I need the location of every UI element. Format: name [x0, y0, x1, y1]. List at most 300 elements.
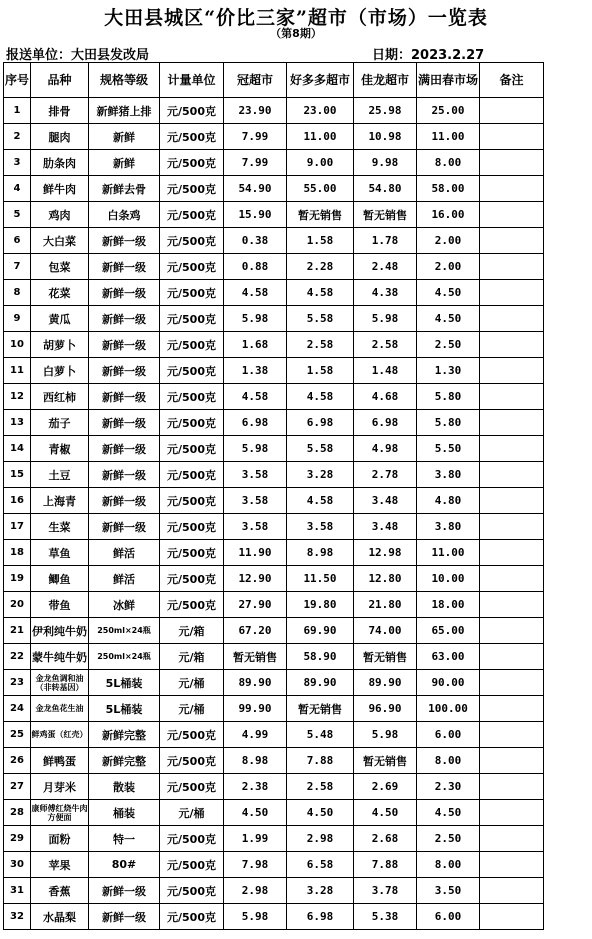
unit: 元/500克 [160, 748, 224, 774]
price-haoduoduo: 5.58 [287, 436, 354, 462]
spec-grade: 新鲜一级 [89, 436, 160, 462]
price-mantianchun: 10.00 [417, 566, 480, 592]
row-number: 18 [4, 540, 31, 566]
price-haoduoduo: 6.98 [287, 410, 354, 436]
price-haoduoduo: 2.28 [287, 254, 354, 280]
item-name: 苹果 [31, 852, 89, 878]
price-mantianchun: 11.00 [417, 540, 480, 566]
price-jialong: 21.80 [354, 592, 417, 618]
price-jialong: 10.98 [354, 124, 417, 150]
spec-grade: 新鲜一级 [89, 878, 160, 904]
price-haoduoduo: 11.50 [287, 566, 354, 592]
price-guanchao: 11.90 [224, 540, 287, 566]
table-row [4, 878, 544, 904]
spec-grade: 新鲜完整 [89, 722, 160, 748]
price-guanchao: 7.98 [224, 852, 287, 878]
item-name: 康师傅红烧牛肉方便面 [31, 800, 89, 826]
spec-grade: 新鲜 [89, 124, 160, 150]
spec-grade: 新鲜一级 [89, 514, 160, 540]
row-number: 5 [4, 202, 31, 228]
price-jialong: 2.78 [354, 462, 417, 488]
unit: 元/500克 [160, 358, 224, 384]
spec-grade: 新鲜一级 [89, 384, 160, 410]
row-number: 6 [4, 228, 31, 254]
price-mantianchun: 5.50 [417, 436, 480, 462]
unit: 元/500克 [160, 306, 224, 332]
unit: 元/箱 [160, 618, 224, 644]
spec-grade: 新鲜一级 [89, 358, 160, 384]
remark [480, 904, 544, 930]
item-name: 上海青 [31, 488, 89, 514]
price-haoduoduo: 58.90 [287, 644, 354, 670]
price-mantianchun: 2.00 [417, 228, 480, 254]
price-jialong: 9.98 [354, 150, 417, 176]
remark [480, 878, 544, 904]
remark [480, 514, 544, 540]
column-header: 佳龙超市 [354, 63, 417, 98]
row-number: 4 [4, 176, 31, 202]
unit: 元/500克 [160, 514, 224, 540]
table-row [4, 332, 544, 358]
unit: 元/500克 [160, 124, 224, 150]
price-mantianchun: 6.00 [417, 722, 480, 748]
unit: 元/500克 [160, 722, 224, 748]
price-haoduoduo: 19.80 [287, 592, 354, 618]
price-guanchao: 8.98 [224, 748, 287, 774]
item-name: 肋条肉 [31, 150, 89, 176]
price-jialong: 12.98 [354, 540, 417, 566]
price-mantianchun: 8.00 [417, 852, 480, 878]
item-name: 鲜鸡蛋（红壳） [31, 722, 89, 748]
item-name: 蒙牛纯牛奶 [31, 644, 89, 670]
price-haoduoduo: 23.00 [287, 98, 354, 124]
item-name: 排骨 [31, 98, 89, 124]
spec-grade: 新鲜一级 [89, 228, 160, 254]
price-haoduoduo: 8.98 [287, 540, 354, 566]
price-jialong: 2.58 [354, 332, 417, 358]
unit: 元/桶 [160, 800, 224, 826]
unit: 元/500克 [160, 774, 224, 800]
price-guanchao: 5.98 [224, 436, 287, 462]
price-jialong: 2.69 [354, 774, 417, 800]
unit: 元/500克 [160, 826, 224, 852]
column-header: 规格等级 [89, 63, 160, 98]
price-guanchao: 4.58 [224, 280, 287, 306]
price-guanchao: 4.99 [224, 722, 287, 748]
spec-grade: 250ml×24瓶 [89, 618, 160, 644]
spec-grade: 新鲜一级 [89, 488, 160, 514]
price-guanchao: 99.90 [224, 696, 287, 722]
price-jialong: 3.48 [354, 488, 417, 514]
price-guanchao: 3.58 [224, 462, 287, 488]
remark [480, 150, 544, 176]
table-row [4, 150, 544, 176]
price-table [3, 62, 544, 930]
row-number: 8 [4, 280, 31, 306]
unit: 元/箱 [160, 644, 224, 670]
row-number: 17 [4, 514, 31, 540]
price-mantianchun: 4.50 [417, 800, 480, 826]
price-jialong: 5.98 [354, 722, 417, 748]
price-guanchao: 0.38 [224, 228, 287, 254]
table-row [4, 644, 544, 670]
unit: 元/500克 [160, 332, 224, 358]
price-haoduoduo: 2.58 [287, 332, 354, 358]
price-jialong: 2.68 [354, 826, 417, 852]
spec-grade: 散装 [89, 774, 160, 800]
price-guanchao: 15.90 [224, 202, 287, 228]
table-row [4, 618, 544, 644]
spec-grade: 特一 [89, 826, 160, 852]
unit: 元/500克 [160, 852, 224, 878]
price-haoduoduo: 1.58 [287, 358, 354, 384]
price-mantianchun: 2.50 [417, 332, 480, 358]
remark [480, 254, 544, 280]
item-name: 鲜牛肉 [31, 176, 89, 202]
remark [480, 488, 544, 514]
price-haoduoduo: 4.50 [287, 800, 354, 826]
report-date: 日期：2023.2.27 [372, 48, 485, 63]
unit: 元/500克 [160, 202, 224, 228]
price-haoduoduo: 89.90 [287, 670, 354, 696]
price-guanchao: 7.99 [224, 150, 287, 176]
row-number: 20 [4, 592, 31, 618]
row-number: 14 [4, 436, 31, 462]
price-haoduoduo: 1.58 [287, 228, 354, 254]
spec-grade: 桶装 [89, 800, 160, 826]
price-mantianchun: 18.00 [417, 592, 480, 618]
price-mantianchun: 2.30 [417, 774, 480, 800]
spec-grade: 新鲜一级 [89, 904, 160, 930]
item-name: 花菜 [31, 280, 89, 306]
remark [480, 670, 544, 696]
price-guanchao: 0.88 [224, 254, 287, 280]
price-guanchao: 2.98 [224, 878, 287, 904]
remark [480, 306, 544, 332]
price-mantianchun: 5.80 [417, 410, 480, 436]
column-header: 序号 [4, 63, 31, 98]
price-jialong: 3.48 [354, 514, 417, 540]
spec-grade: 新鲜 [89, 150, 160, 176]
spec-grade: 冰鲜 [89, 592, 160, 618]
item-name: 水晶梨 [31, 904, 89, 930]
table-row [4, 722, 544, 748]
item-name: 茄子 [31, 410, 89, 436]
item-name: 大白菜 [31, 228, 89, 254]
price-haoduoduo: 7.88 [287, 748, 354, 774]
price-haoduoduo: 4.58 [287, 280, 354, 306]
price-jialong: 7.88 [354, 852, 417, 878]
issue-number: （第8期） [270, 27, 322, 40]
price-mantianchun: 65.00 [417, 618, 480, 644]
price-haoduoduo: 2.58 [287, 774, 354, 800]
remark [480, 202, 544, 228]
remark [480, 124, 544, 150]
price-mantianchun: 63.00 [417, 644, 480, 670]
row-number: 15 [4, 462, 31, 488]
price-guanchao: 7.99 [224, 124, 287, 150]
price-jialong: 暂无销售 [354, 644, 417, 670]
unit: 元/500克 [160, 410, 224, 436]
unit: 元/500克 [160, 878, 224, 904]
spec-grade: 新鲜一级 [89, 410, 160, 436]
price-mantianchun: 58.00 [417, 176, 480, 202]
item-name: 金龙鱼花生油 [31, 696, 89, 722]
row-number: 19 [4, 566, 31, 592]
price-mantianchun: 2.00 [417, 254, 480, 280]
price-haoduoduo: 11.00 [287, 124, 354, 150]
row-number: 11 [4, 358, 31, 384]
column-header: 计量单位 [160, 63, 224, 98]
price-jialong: 74.00 [354, 618, 417, 644]
price-mantianchun: 100.00 [417, 696, 480, 722]
page-title: 大田县城区“价比三家”超市（市场）一览表 [104, 7, 488, 29]
row-number: 1 [4, 98, 31, 124]
spec-grade: 250ml×24瓶 [89, 644, 160, 670]
price-guanchao: 89.90 [224, 670, 287, 696]
price-jialong: 5.38 [354, 904, 417, 930]
price-jialong: 12.80 [354, 566, 417, 592]
item-name: 土豆 [31, 462, 89, 488]
remark [480, 332, 544, 358]
row-number: 10 [4, 332, 31, 358]
item-name: 西红柿 [31, 384, 89, 410]
column-header: 满田春市场 [417, 63, 480, 98]
spec-grade: 新鲜一级 [89, 254, 160, 280]
row-number: 12 [4, 384, 31, 410]
row-number: 23 [4, 670, 31, 696]
remark [480, 696, 544, 722]
spec-grade: 新鲜猪上排 [89, 98, 160, 124]
price-mantianchun: 4.50 [417, 280, 480, 306]
price-mantianchun: 3.80 [417, 462, 480, 488]
remark [480, 618, 544, 644]
spec-grade: 新鲜一级 [89, 332, 160, 358]
spec-grade: 新鲜去骨 [89, 176, 160, 202]
table-row [4, 202, 544, 228]
price-guanchao: 2.38 [224, 774, 287, 800]
price-jialong: 6.98 [354, 410, 417, 436]
reporting-unit: 报送单位：大田县发改局 [6, 48, 150, 63]
unit: 元/500克 [160, 540, 224, 566]
price-haoduoduo: 69.90 [287, 618, 354, 644]
price-guanchao: 23.90 [224, 98, 287, 124]
spec-grade: 新鲜完整 [89, 748, 160, 774]
price-guanchao: 6.98 [224, 410, 287, 436]
price-haoduoduo: 5.48 [287, 722, 354, 748]
table-row [4, 228, 544, 254]
row-number: 13 [4, 410, 31, 436]
price-guanchao: 1.38 [224, 358, 287, 384]
price-haoduoduo: 暂无销售 [287, 696, 354, 722]
table-body [4, 98, 544, 930]
price-haoduoduo: 4.58 [287, 488, 354, 514]
column-header: 备注 [480, 63, 544, 98]
price-mantianchun: 3.50 [417, 878, 480, 904]
remark [480, 98, 544, 124]
item-name: 鸡肉 [31, 202, 89, 228]
unit: 元/桶 [160, 696, 224, 722]
remark [480, 384, 544, 410]
remark [480, 800, 544, 826]
spec-grade: 5L桶装 [89, 696, 160, 722]
unit: 元/500克 [160, 384, 224, 410]
price-haoduoduo: 3.28 [287, 462, 354, 488]
price-guanchao: 54.90 [224, 176, 287, 202]
item-name: 伊利纯牛奶 [31, 618, 89, 644]
table-row [4, 514, 544, 540]
unit: 元/500克 [160, 904, 224, 930]
price-guanchao: 5.98 [224, 904, 287, 930]
item-name: 金龙鱼调和油（非转基因） [31, 670, 89, 696]
table-row [4, 254, 544, 280]
row-number: 24 [4, 696, 31, 722]
remark [480, 280, 544, 306]
row-number: 16 [4, 488, 31, 514]
table-row [4, 800, 544, 826]
price-mantianchun: 4.80 [417, 488, 480, 514]
price-jialong: 4.38 [354, 280, 417, 306]
table-row [4, 670, 544, 696]
price-haoduoduo: 6.58 [287, 852, 354, 878]
remark [480, 462, 544, 488]
column-header: 好多多超市 [287, 63, 354, 98]
item-name: 白萝卜 [31, 358, 89, 384]
price-haoduoduo: 2.98 [287, 826, 354, 852]
row-number: 30 [4, 852, 31, 878]
row-number: 31 [4, 878, 31, 904]
table-row [4, 98, 544, 124]
unit: 元/桶 [160, 670, 224, 696]
remark [480, 228, 544, 254]
row-number: 25 [4, 722, 31, 748]
spec-grade: 鲜活 [89, 566, 160, 592]
table-row [4, 462, 544, 488]
unit: 元/500克 [160, 488, 224, 514]
price-guanchao: 3.58 [224, 514, 287, 540]
unit: 元/500克 [160, 150, 224, 176]
price-jialong: 2.48 [354, 254, 417, 280]
price-mantianchun: 6.00 [417, 904, 480, 930]
table-row [4, 540, 544, 566]
item-name: 草鱼 [31, 540, 89, 566]
table-row [4, 280, 544, 306]
item-name: 腿肉 [31, 124, 89, 150]
remark [480, 826, 544, 852]
price-jialong: 暂无销售 [354, 202, 417, 228]
remark [480, 566, 544, 592]
unit: 元/500克 [160, 254, 224, 280]
price-guanchao: 1.99 [224, 826, 287, 852]
header-row [4, 63, 544, 98]
column-header: 品种 [31, 63, 89, 98]
price-mantianchun: 8.00 [417, 748, 480, 774]
price-guanchao: 12.90 [224, 566, 287, 592]
remark [480, 748, 544, 774]
table-row [4, 592, 544, 618]
item-name: 青椒 [31, 436, 89, 462]
price-jialong: 4.98 [354, 436, 417, 462]
unit: 元/500克 [160, 228, 224, 254]
item-name: 月芽米 [31, 774, 89, 800]
price-mantianchun: 3.80 [417, 514, 480, 540]
price-guanchao: 27.90 [224, 592, 287, 618]
price-haoduoduo: 3.58 [287, 514, 354, 540]
spec-grade: 鲜活 [89, 540, 160, 566]
remark [480, 722, 544, 748]
price-mantianchun: 4.50 [417, 306, 480, 332]
price-mantianchun: 25.00 [417, 98, 480, 124]
unit: 元/500克 [160, 280, 224, 306]
price-jialong: 1.78 [354, 228, 417, 254]
table-row [4, 410, 544, 436]
price-jialong: 4.50 [354, 800, 417, 826]
price-haoduoduo: 暂无销售 [287, 202, 354, 228]
price-guanchao: 67.20 [224, 618, 287, 644]
item-name: 鲜鸭蛋 [31, 748, 89, 774]
unit: 元/500克 [160, 436, 224, 462]
price-haoduoduo: 9.00 [287, 150, 354, 176]
price-haoduoduo: 5.58 [287, 306, 354, 332]
column-header: 冠超市 [224, 63, 287, 98]
row-number: 26 [4, 748, 31, 774]
price-jialong: 89.90 [354, 670, 417, 696]
row-number: 28 [4, 800, 31, 826]
table-row [4, 124, 544, 150]
row-number: 22 [4, 644, 31, 670]
price-haoduoduo: 3.28 [287, 878, 354, 904]
price-jialong: 5.98 [354, 306, 417, 332]
price-jialong: 3.78 [354, 878, 417, 904]
item-name: 包菜 [31, 254, 89, 280]
spec-grade: 新鲜一级 [89, 306, 160, 332]
unit: 元/500克 [160, 176, 224, 202]
price-jialong: 25.98 [354, 98, 417, 124]
remark [480, 436, 544, 462]
remark [480, 852, 544, 878]
table-row [4, 566, 544, 592]
price-mantianchun: 90.00 [417, 670, 480, 696]
spec-grade: 白条鸡 [89, 202, 160, 228]
row-number: 32 [4, 904, 31, 930]
price-mantianchun: 2.50 [417, 826, 480, 852]
table-row [4, 488, 544, 514]
table-row [4, 774, 544, 800]
row-number: 29 [4, 826, 31, 852]
remark [480, 358, 544, 384]
item-name: 香蕉 [31, 878, 89, 904]
price-jialong: 4.68 [354, 384, 417, 410]
row-number: 21 [4, 618, 31, 644]
table-row [4, 904, 544, 930]
price-mantianchun: 1.30 [417, 358, 480, 384]
remark [480, 644, 544, 670]
spec-grade: 新鲜一级 [89, 280, 160, 306]
remark [480, 592, 544, 618]
spec-grade: 新鲜一级 [89, 462, 160, 488]
price-haoduoduo: 4.58 [287, 384, 354, 410]
price-haoduoduo: 6.98 [287, 904, 354, 930]
table-row [4, 748, 544, 774]
item-name: 鲫鱼 [31, 566, 89, 592]
price-guanchao: 4.50 [224, 800, 287, 826]
table-row [4, 852, 544, 878]
table-row [4, 358, 544, 384]
remark [480, 176, 544, 202]
price-jialong: 54.80 [354, 176, 417, 202]
row-number: 3 [4, 150, 31, 176]
item-name: 胡萝卜 [31, 332, 89, 358]
